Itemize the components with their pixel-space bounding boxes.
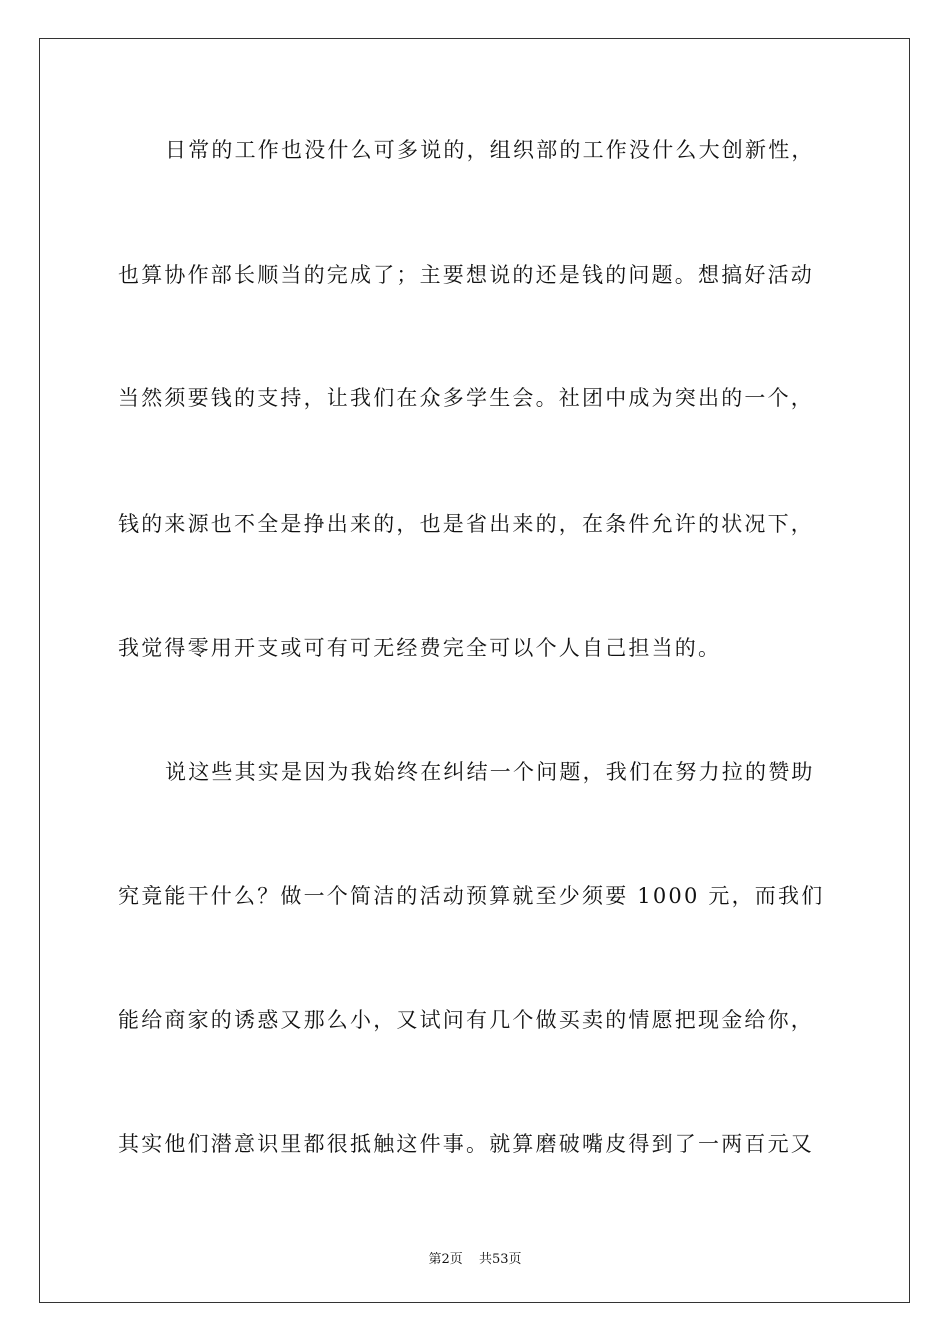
page-border [39,38,910,1303]
page-number: 第2页 [428,1252,463,1267]
paragraph-line: 我觉得零用开支或可有可无经费完全可以个人自己担当的。 [118,636,722,660]
paragraph-line: 日常的工作也没什么可多说的，组织部的工作没什么大创新性， [165,138,815,162]
paragraph-line: 钱的来源也不全是挣出来的，也是省出来的，在条件允许的状况下， [118,512,814,536]
paragraph-line: 究竟能干什么？做一个简洁的活动预算就至少须要 1000 元，而我们 [118,884,825,908]
paragraph-line: 说这些其实是因为我始终在纠结一个问题，我们在努力拉的赞助 [165,760,815,784]
paragraph-line: 当然须要钱的支持，让我们在众多学生会。社团中成为突出的一个， [118,386,814,410]
paragraph-line: 也算协作部长顺当的完成了；主要想说的还是钱的问题。想搞好活动 [118,263,814,287]
page-footer [0,1248,950,1267]
paragraph-line: 能给商家的诱惑又那么小，又试问有几个做买卖的情愿把现金给你， [118,1008,814,1032]
page-total: 共53页 [478,1252,522,1267]
paragraph-line: 其实他们潜意识里都很抵触这件事。就算磨破嘴皮得到了一两百元又 [118,1132,814,1156]
